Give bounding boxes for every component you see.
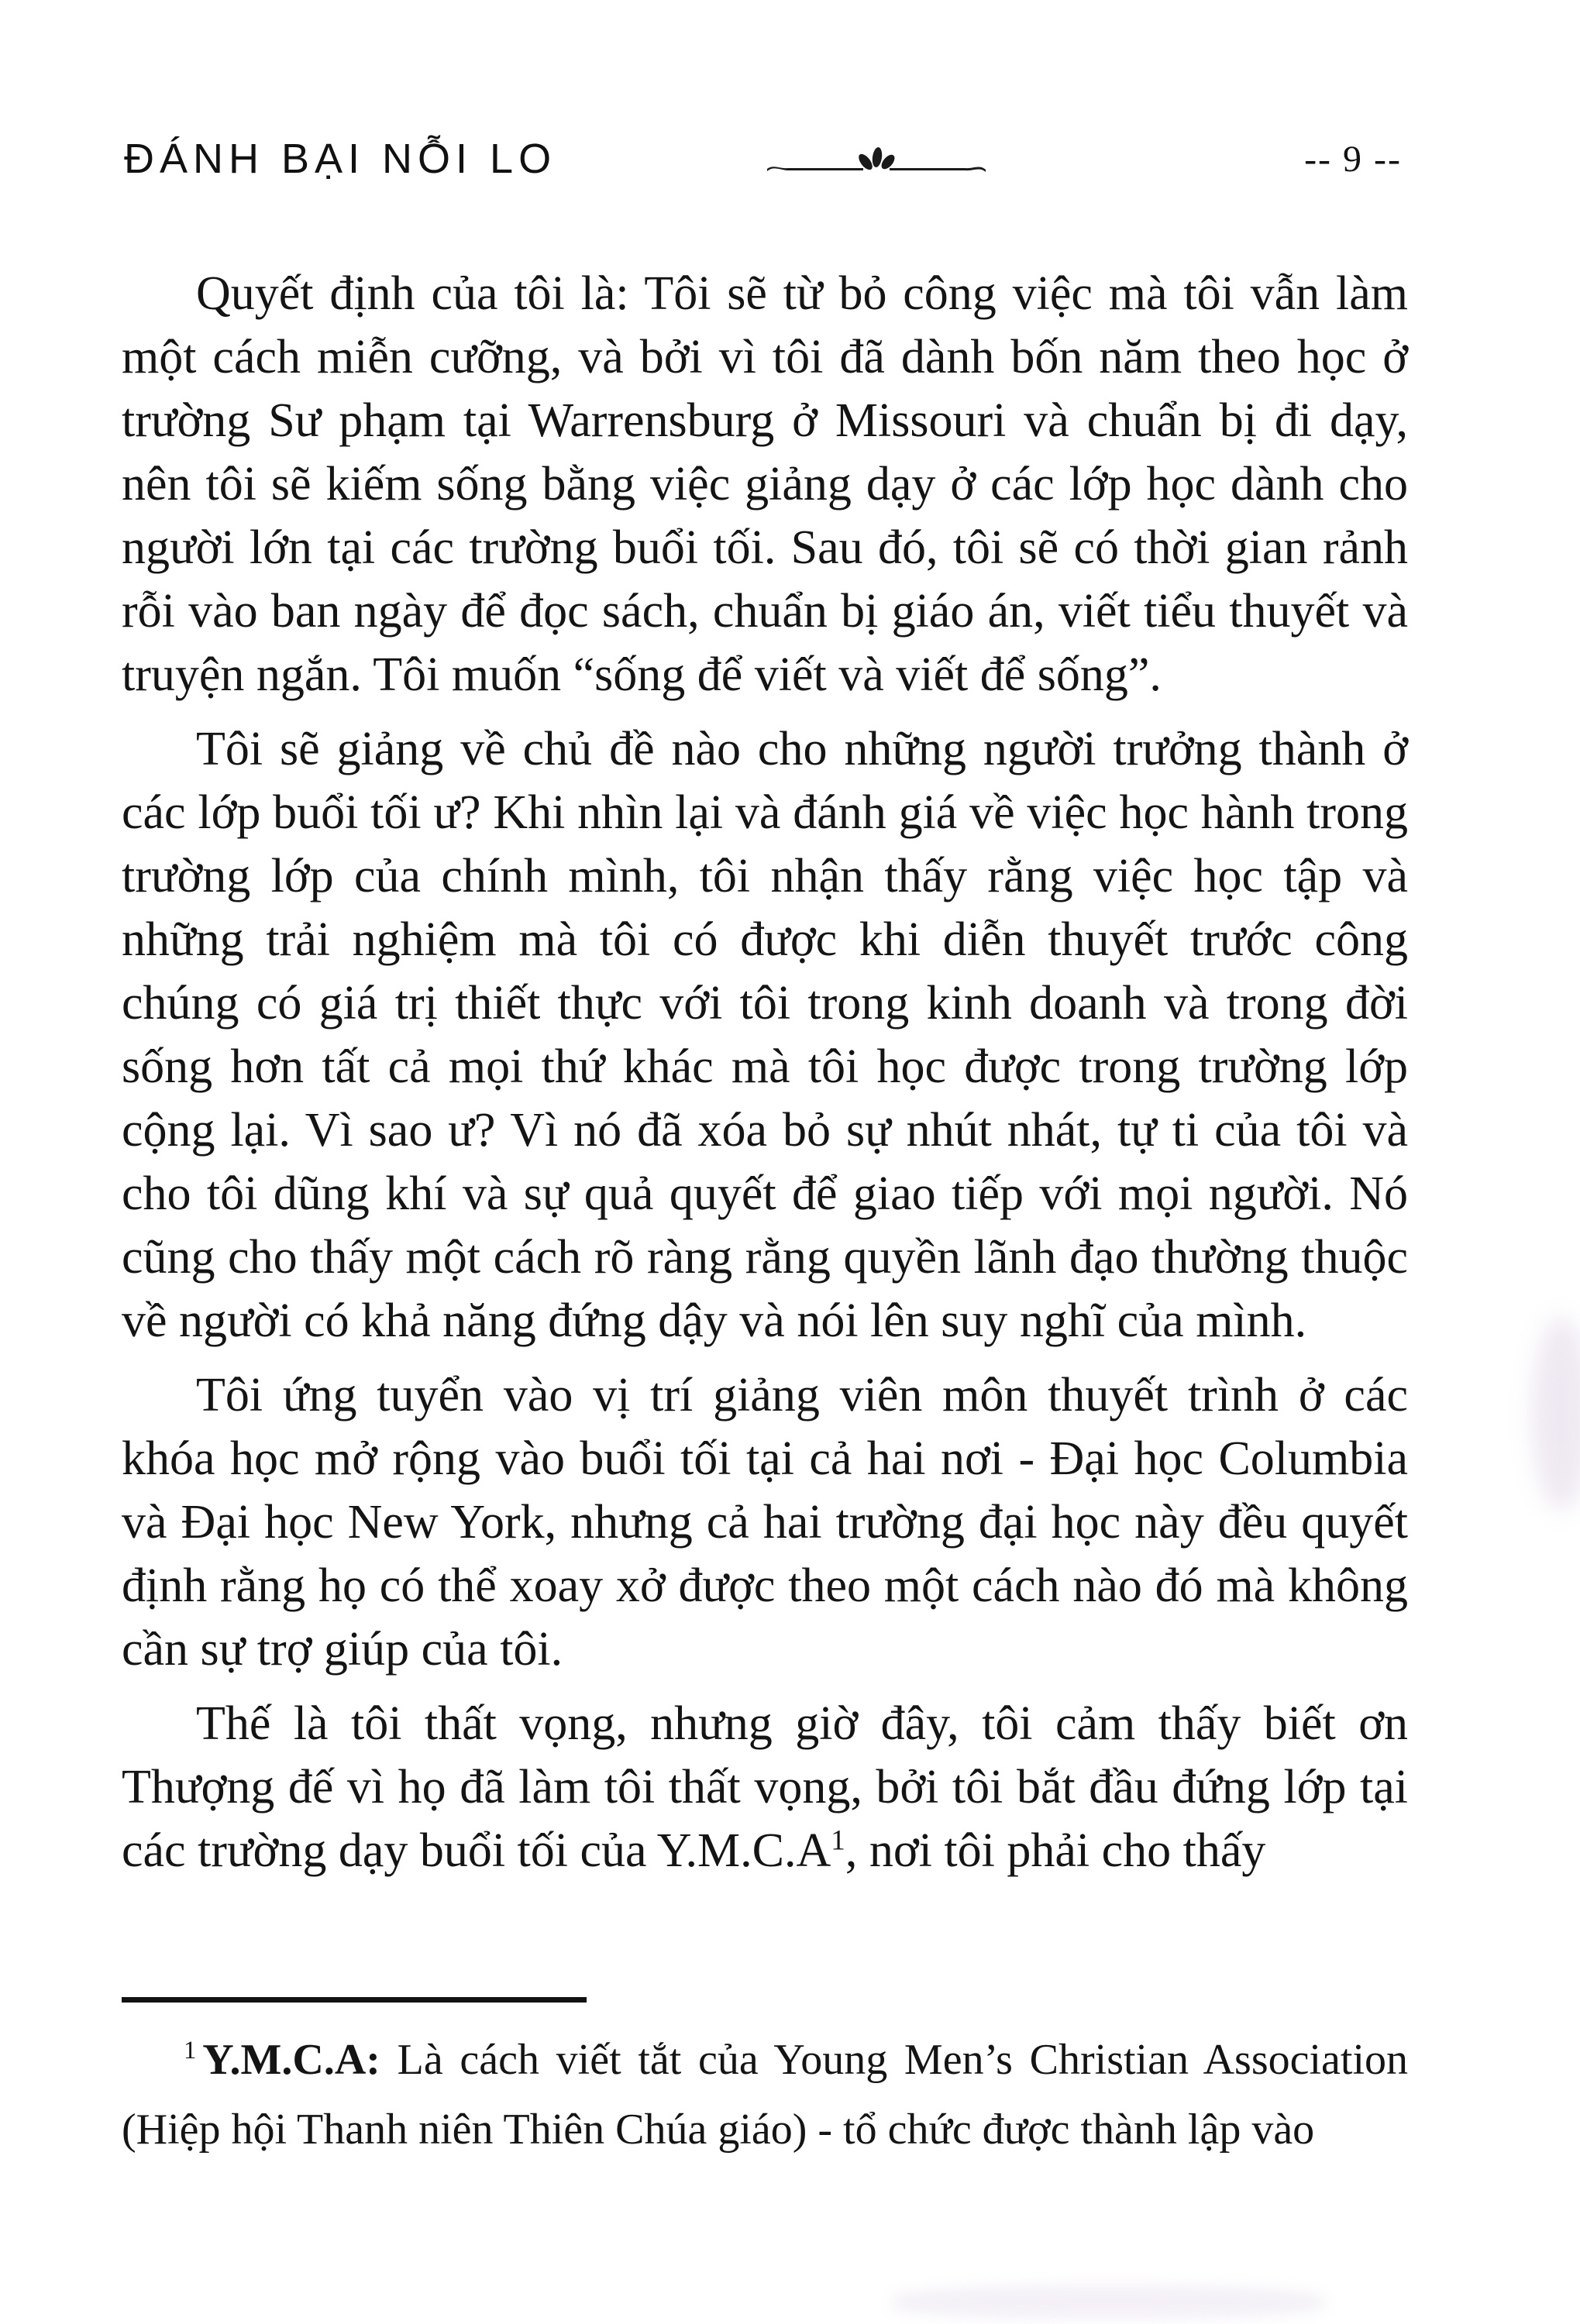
footnote-reference: 1 [831, 1824, 845, 1857]
paragraph-4-text-after: , nơi tôi phải cho thấy [845, 1824, 1266, 1877]
running-title: ĐÁNH BẠI NỖI LO [124, 136, 557, 182]
paragraph-1: Quyết định của tôi là: Tôi sẽ từ bỏ công việc mà tôi vẫn làm một cách miễn cưỡng, và bởi vì tôi đã dành bốn năm theo học ở trường Sư phạm tại Warrensburg ở Missouri và chuẩn bị đi dạy, nên tôi sẽ kiếm sống bằng việc giảng dạy ở các lớp học dành cho người lớn tại các trường buổi tối. Sau đó, tôi sẽ có thời gian rảnh rỗi vào ban ngày để đọc sách, chuẩn bị giáo án, viết tiểu thuyết và truyện ngắn. Tôi muốn “sống để viết và viết để sống”. [122, 267, 1408, 701]
footnote-text [122, 2025, 1408, 2164]
page-number: -- 9 -- [1304, 138, 1402, 180]
paragraph-4-text: Thế là tôi thất vọng, nhưng giờ đây, tôi cảm thấy biết ơn Thượng đế vì họ đã làm tôi thất vọng, bởi tôi bắt đầu đứng lớp tại các trường dạy buổi tối của Y.M.C.A [122, 1697, 1408, 1877]
footnote-marker: 1 [184, 2037, 197, 2065]
footnote-term: Y.M.C.A: [202, 2036, 380, 2084]
paragraph-3: Tôi ứng tuyển vào vị trí giảng viên môn thuyết trình ở các khóa học mở rộng vào buổi tối tại cả hai nơi - Đại học Columbia và Đại học New York, nhưng cả hai trường đại học này đều quyết định rằng họ có thể xoay xở được theo một cách nào đó mà không cần sự trợ giúp của tôi. [122, 1369, 1408, 1676]
footnote-divider [122, 1997, 587, 2003]
scan-artifact [1532, 1317, 1580, 1511]
scan-artifact [891, 2285, 1325, 2319]
body-text [122, 262, 1408, 1882]
leaf-divider-icon [764, 147, 989, 185]
footnote [122, 2025, 1408, 2164]
paragraph-2: Tôi sẽ giảng về chủ đề nào cho những người trưởng thành ở các lớp buổi tối ư? Khi nhìn lại và đánh giá về việc học hành trong trường lớp của chính mình, tôi nhận thấy rằng việc học tập và những trải nghiệm mà tôi có được khi diễn thuyết trước công chúng có giá trị thiết thực với tôi trong kinh doanh và trong đời sống hơn tất cả mọi thứ khác mà tôi học được trong trường lớp cộng lại. Vì sao ư? Vì nó đã xóa bỏ sự nhút nhát, tự ti của tôi và cho tôi dũng khí và sự quả quyết để giao tiếp với mọi người. Nó cũng cho thấy một cách rõ ràng rằng quyền lãnh đạo thường thuộc về người có khả năng đứng dậy và nói lên suy nghĩ của mình. [122, 723, 1408, 1347]
paragraph-4 [122, 1692, 1408, 1882]
footnote-body: Là cách viết tắt của Young Men’s Christian Association (Hiệp hội Thanh niên Thiên Chúa giáo) - tổ chức được thành lập vào [122, 2036, 1408, 2154]
page-header [124, 124, 1402, 194]
